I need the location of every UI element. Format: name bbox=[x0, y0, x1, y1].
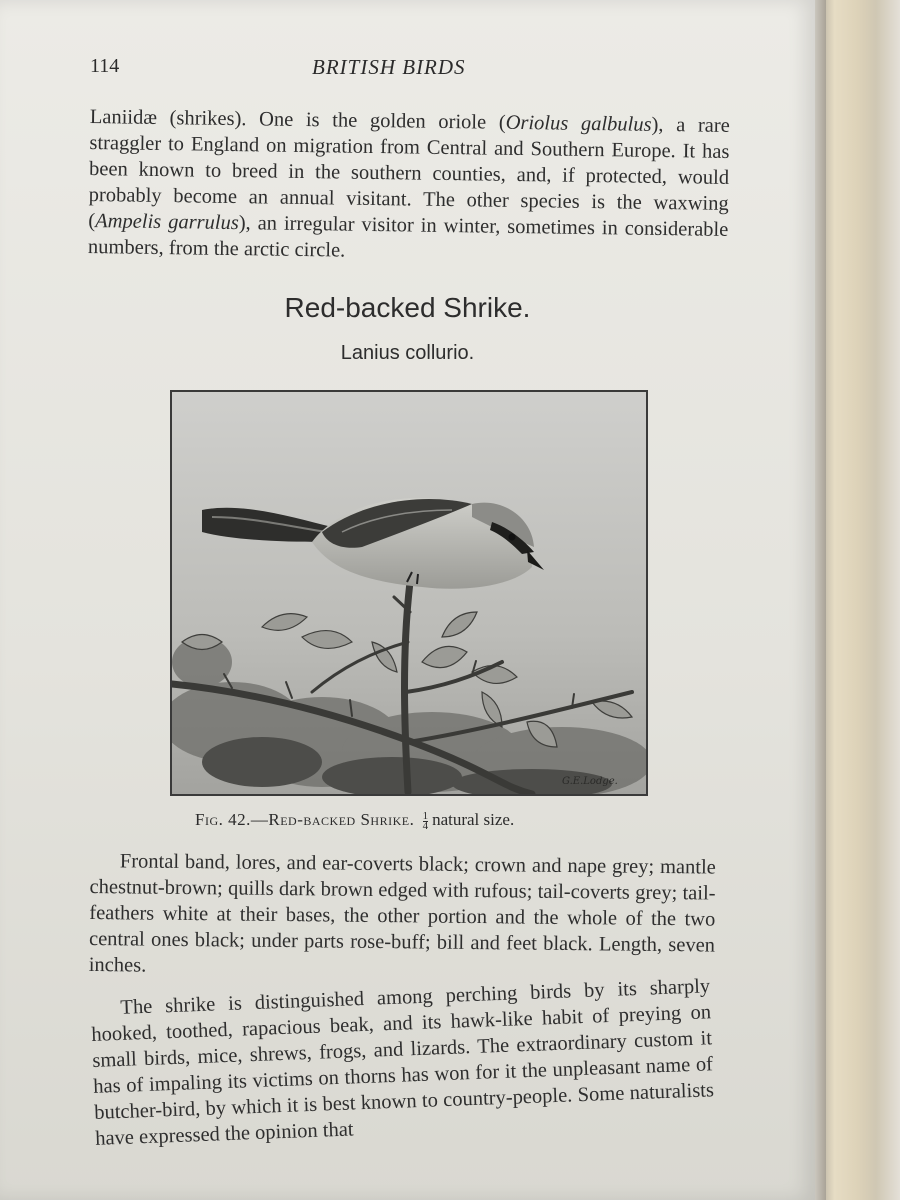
figure-caption bbox=[195, 810, 514, 831]
caption-suffix: natural size. bbox=[432, 810, 515, 829]
body-paragraph: The shrike is distinguished among perching birds by its sharply hooked, toothed, rapacious beak, and its hawk-like habit of preying on small birds, mice, shrews, frogs, and lizards. The extraordinary custom it has of impaling its victims on thorns has won for it the unpleasant name of butcher-bird, by which it is best known to country-people. Some naturalists have expressed the opinion that bbox=[91, 975, 715, 1150]
caption-figure-number: Fig. 42.— bbox=[195, 810, 269, 829]
shrike-illustration bbox=[170, 390, 648, 796]
section-title: Red-backed Shrike. bbox=[284, 292, 531, 323]
description-paragraph: Frontal band, lores, and ear-coverts black; crown and nape grey; mantle chestnut-brown; quills dark brown edged with rufous; tail-coverts grey; tail-feathers white at their bases, the other portion and the whole of the two central ones black; under parts rose-buff; bill and feet black. Length, seven inches. bbox=[88, 850, 716, 977]
section-latin-name: Lanius collurio. bbox=[340, 342, 475, 364]
intro-paragraph: Laniidæ (shrikes). One is the golden oriole (Oriolus galbulus), a rare straggler to England on migration from Central and Southern Europe. It has been known to breed in the southern counties, and, if protected, would probably become an annual visitant. The other species is the waxwing (Ampelis garrulus), an irregular visitor in winter, sometimes in considerable numbers, from the arctic circle. bbox=[87, 105, 730, 262]
page-header bbox=[90, 55, 720, 85]
book-spine bbox=[820, 0, 900, 1200]
running-head: BRITISH BIRDS bbox=[312, 55, 466, 79]
artist-signature: G.E.Lodge. bbox=[562, 776, 618, 787]
page-number: 114 bbox=[90, 55, 120, 77]
caption-bird-name: Red-backed Shrike. bbox=[268, 810, 415, 829]
waxwing-latin-name: Ampelis garrulus bbox=[95, 210, 239, 235]
caption-fraction: $\frac{1}{4}$ bbox=[422, 809, 429, 832]
oriole-latin-name: Oriolus galbulus bbox=[505, 111, 652, 136]
